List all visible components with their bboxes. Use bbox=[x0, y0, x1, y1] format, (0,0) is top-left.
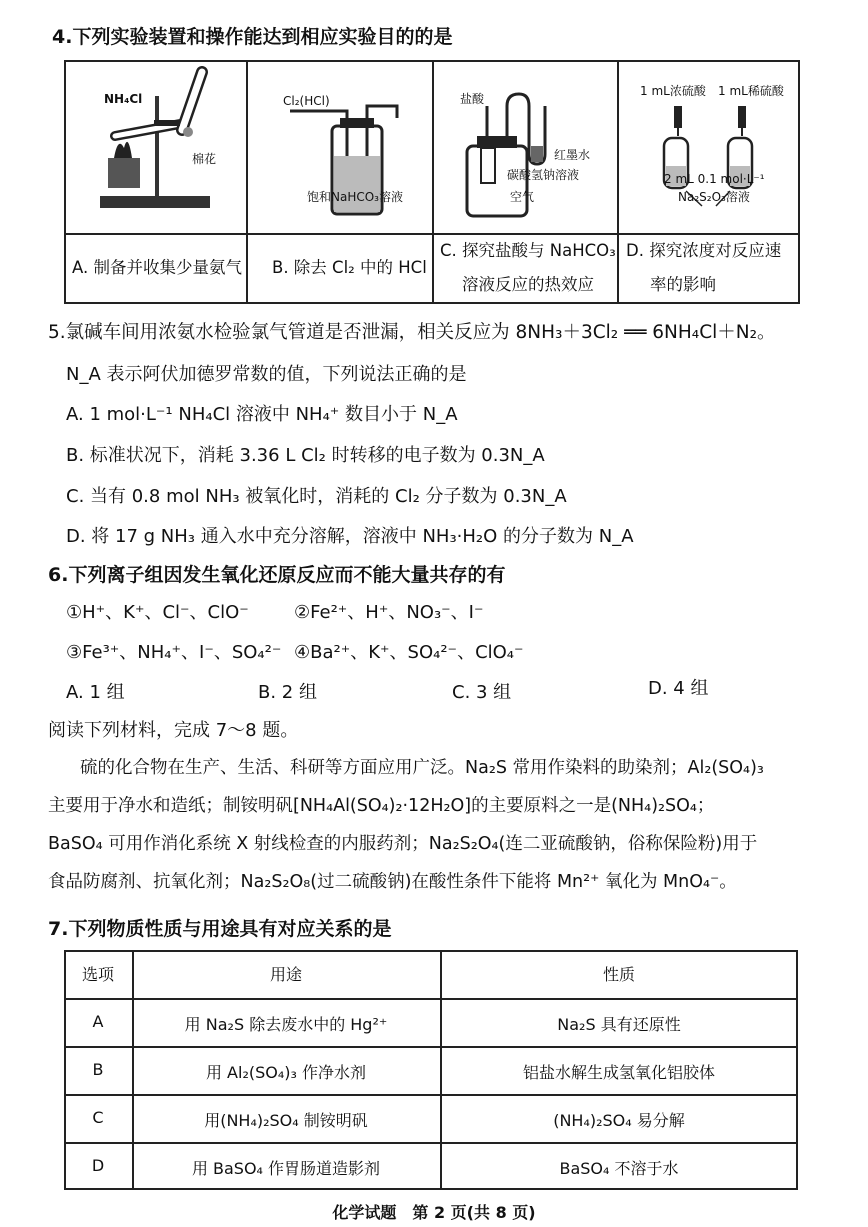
q6-option-b[interactable]: B. 2 组 bbox=[258, 682, 317, 703]
q4-option-c-line2[interactable]: 溶液反应的热效应 bbox=[462, 275, 594, 294]
q6-group-2: ②Fe²⁺、H⁺、NO₃⁻、I⁻ bbox=[294, 602, 484, 623]
table-row-b-use: 用 Al₂(SO₄)₃ 作净水剂 bbox=[205, 1063, 367, 1082]
q7-stem: 7.下列物质性质与用途具有对应关系的是 bbox=[48, 918, 392, 940]
table-row-c-use: 用(NH₄)₂SO₄ 制铵明矾 bbox=[204, 1111, 368, 1130]
reading-line-2: 主要用于净水和造纸；制铵明矾[NH₄Al(SO₄)₂·12H₂O]的主要原料之一是(NH₄)₂SO₄； bbox=[48, 796, 715, 816]
q5-stem-line1: 5.氯碱车间用浓氨水检验氯气管道是否泄漏，相关反应为 8NH₃＋3Cl₂ ══ 6NH₄Cl＋N₂。 bbox=[48, 322, 776, 343]
q6-option-d[interactable]: D. 4 组 bbox=[648, 678, 709, 699]
q6-group-3: ③Fe³⁺、NH₄⁺、I⁻、SO₄²⁻ bbox=[66, 642, 282, 663]
table-row-d-property: BaSO₄ 不溶于水 bbox=[559, 1159, 679, 1178]
fig-c-ink: 红墨水 bbox=[554, 148, 591, 162]
apparatus-a-figure bbox=[70, 66, 242, 228]
table-row-a-property: Na₂S 具有还原性 bbox=[557, 1015, 681, 1034]
fig-b-gas: Cl₂(HCl) bbox=[283, 94, 330, 108]
q4-option-d-line1[interactable]: D. 探究浓度对反应速 bbox=[626, 241, 782, 260]
q5-stem-line2: N_A 表示阿伏加德罗常数的值，下列说法正确的是 bbox=[66, 364, 467, 385]
q5-option-d[interactable]: D. 将 17 g NH₃ 通入水中充分溶解，溶液中 NH₃·H₂O 的分子数为 N_A bbox=[66, 526, 634, 547]
q6-group-1: ①H⁺、K⁺、Cl⁻、ClO⁻ bbox=[66, 602, 249, 623]
page-footer: 化学试题 第 2 页(共 8 页) bbox=[332, 1203, 536, 1222]
fig-b-solution: 饱和NaHCO₃溶液 bbox=[307, 190, 403, 204]
table-row-b-option: B bbox=[92, 1060, 104, 1079]
table-row-a-option: A bbox=[92, 1012, 104, 1031]
q6-stem: 6.下列离子组因发生氧化还原反应而不能大量共存的有 bbox=[48, 564, 506, 586]
fig-d-dil-acid: 1 mL稀硫酸 bbox=[718, 84, 784, 98]
fig-a-cotton: 棉花 bbox=[192, 152, 217, 166]
reading-line-1: 硫的化合物在生产、生活、科研等方面应用广泛。Na₂S 常用作染料的助染剂；Al₂(SO₄)₃ bbox=[80, 758, 764, 778]
q5-option-b[interactable]: B. 标准状况下，消耗 3.36 L Cl₂ 时转移的电子数为 0.3N_A bbox=[66, 445, 545, 466]
reading-intro: 阅读下列材料，完成 7～8 题。 bbox=[48, 720, 299, 741]
q7-header-property: 性质 bbox=[602, 965, 635, 984]
q4-option-d-line2[interactable]: 率的影响 bbox=[650, 275, 716, 294]
fig-c-solution: 碳酸氢钠溶液 bbox=[507, 168, 580, 182]
table-row-d-use: 用 BaSO₄ 作胃肠道造影剂 bbox=[191, 1159, 381, 1178]
fig-c-air: 空气 bbox=[510, 190, 535, 204]
fig-d-conc-acid: 1 mL浓硫酸 bbox=[640, 84, 706, 98]
q6-option-a[interactable]: A. 1 组 bbox=[66, 682, 125, 703]
reading-line-4: 食品防腐剂、抗氧化剂；Na₂S₂O₈(过二硫酸钠)在酸性条件下能将 Mn²⁺ 氧化为 MnO₄⁻。 bbox=[48, 872, 737, 892]
q4-option-c-line1[interactable]: C. 探究盐酸与 NaHCO₃ bbox=[440, 241, 616, 260]
q4-option-a[interactable]: A. 制备并收集少量氨气 bbox=[72, 258, 242, 277]
q4-stem: 4.下列实验装置和操作能达到相应实验目的的是 bbox=[52, 26, 453, 48]
table-row-c-option: C bbox=[92, 1108, 104, 1127]
q6-group-4: ④Ba²⁺、K⁺、SO₄²⁻、ClO₄⁻ bbox=[294, 642, 524, 663]
table-row-a-use: 用 Na₂S 除去废水中的 Hg²⁺ bbox=[184, 1015, 388, 1034]
q6-option-c[interactable]: C. 3 组 bbox=[452, 682, 512, 703]
table-row-b-property: 铝盐水解生成氢氧化铝胶体 bbox=[522, 1063, 715, 1082]
q7-header-option: 选项 bbox=[81, 965, 114, 984]
fig-d-solution-line1: 2 mL 0.1 mol·L⁻¹ bbox=[664, 172, 765, 186]
table-row-d-option: D bbox=[91, 1156, 105, 1175]
reading-line-3: BaSO₄ 可用作消化系统 X 射线检查的内服药剂；Na₂S₂O₄(连二亚硫酸钠，俗称保险粉)用于 bbox=[48, 834, 758, 854]
q5-option-a[interactable]: A. 1 mol·L⁻¹ NH₄Cl 溶液中 NH₄⁺ 数目小于 N_A bbox=[66, 404, 458, 425]
fig-a-reagent: NH₄Cl bbox=[104, 92, 143, 106]
q7-header-use: 用途 bbox=[269, 965, 302, 984]
q4-option-b[interactable]: B. 除去 Cl₂ 中的 HCl bbox=[272, 258, 427, 277]
q5-option-c[interactable]: C. 当有 0.8 mol NH₃ 被氧化时，消耗的 Cl₂ 分子数为 0.3N_A bbox=[66, 486, 567, 507]
fig-c-acid: 盐酸 bbox=[460, 92, 485, 106]
table-row-c-property: (NH₄)₂SO₄ 易分解 bbox=[553, 1111, 685, 1130]
fig-d-solution-line2: Na₂S₂O₃溶液 bbox=[678, 190, 750, 204]
